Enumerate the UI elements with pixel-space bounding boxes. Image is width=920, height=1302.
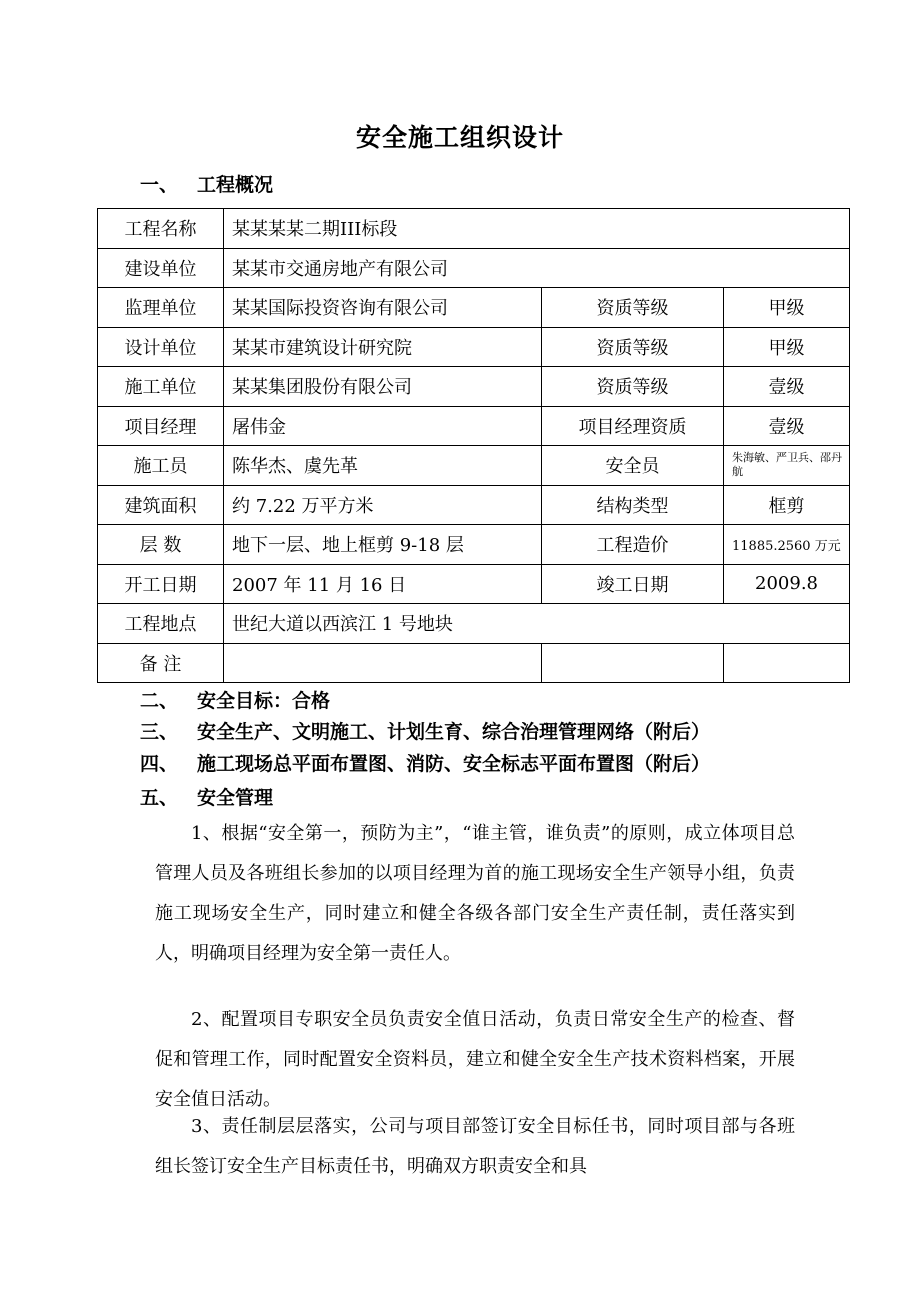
row-value: 陈华杰、虞先革	[224, 446, 542, 486]
paragraph-2: 2、配置项目专职安全员负责安全值日活动，负责日常安全生产的检查、督促和管理工作，同时配置安全资料员，建立和健全安全生产技术资料档案，开展安全值日活动。	[155, 1009, 795, 1110]
row-value-2: 框剪	[724, 485, 850, 525]
paragraph-3: 3、责任制层层落实，公司与项目部签订安全目标任书，同时项目部与各班组长签订安全生产目标责任书，明确双方职责安全和具	[155, 1116, 795, 1177]
row-value-2: 壹级	[724, 367, 850, 407]
row-value-2: 朱海敏、严卫兵、邵丹航	[724, 446, 850, 486]
row-value: 世纪大道以西滨江 1 号地块	[224, 604, 850, 644]
row-label: 施工员	[98, 446, 224, 486]
table-row	[98, 525, 850, 565]
row-label-2: 工程造价	[542, 525, 724, 565]
table-row	[98, 367, 850, 407]
row-value-2: 甲级	[724, 288, 850, 328]
row-label: 施工单位	[98, 367, 224, 407]
section-heading-2	[140, 688, 330, 714]
project-info-table	[97, 208, 850, 683]
row-label: 监理单位	[98, 288, 224, 328]
row-value: 屠伟金	[224, 406, 542, 446]
row-value-2: 壹级	[724, 406, 850, 446]
section-heading-5	[140, 785, 273, 811]
row-value: 某某某某二期III标段	[224, 209, 850, 249]
row-value: 某某市建筑设计研究院	[224, 327, 542, 367]
row-value: 2007 年 11 月 16 日	[224, 564, 542, 604]
table-row	[98, 604, 850, 644]
section-number: 二、	[140, 690, 179, 712]
row-label-2: 资质等级	[542, 288, 724, 328]
table-row	[98, 209, 850, 249]
row-label: 建设单位	[98, 248, 224, 288]
row-value-2: 2009.8	[724, 564, 850, 604]
table-row	[98, 288, 850, 328]
row-label-2: 项目经理资质	[542, 406, 724, 446]
row-label: 工程名称	[98, 209, 224, 249]
row-value-2	[724, 643, 850, 683]
row-value: 约 7.22 万平方米	[224, 485, 542, 525]
section-text: 安全目标：合格	[197, 690, 331, 712]
row-label: 层 数	[98, 525, 224, 565]
section-number: 五、	[140, 787, 179, 809]
table-row	[98, 248, 850, 288]
row-label-2: 资质等级	[542, 327, 724, 367]
row-value: 某某集团股份有限公司	[224, 367, 542, 407]
row-label-2: 结构类型	[542, 485, 724, 525]
row-value: 某某国际投资咨询有限公司	[224, 288, 542, 328]
row-label: 设计单位	[98, 327, 224, 367]
row-label: 项目经理	[98, 406, 224, 446]
row-label-2: 安全员	[542, 446, 724, 486]
row-label-2	[542, 643, 724, 683]
section-heading-3	[140, 719, 710, 745]
row-label: 备 注	[98, 643, 224, 683]
section-heading-1	[140, 172, 273, 198]
row-label: 建筑面积	[98, 485, 224, 525]
row-value-2: 11885.2560 万元	[724, 525, 850, 565]
document-title: 安全施工组织设计	[355, 123, 564, 152]
table-row	[98, 643, 850, 683]
section-text: 施工现场总平面布置图、消防、安全标志平面布置图（附后）	[197, 753, 711, 775]
section-text: 安全生产、文明施工、计划生育、综合治理管理网络（附后）	[197, 721, 711, 743]
row-label: 工程地点	[98, 604, 224, 644]
section-heading-4	[140, 751, 710, 777]
section-number: 四、	[140, 753, 179, 775]
table-row	[98, 327, 850, 367]
section-number: 一、	[140, 174, 179, 196]
row-value-2: 甲级	[724, 327, 850, 367]
table-row	[98, 485, 850, 525]
table-row	[98, 564, 850, 604]
paragraph-1: 1、根据“安全第一，预防为主”，“谁主管，谁负责”的原则，成立体项目总管理人员及各班组长参加的以项目经理为首的施工现场安全生产领导小组，负责施工现场安全生产，同时建立和健全各级各部门安全生产责任制，责任落实到人，明确项目经理为安全第一责任人。	[155, 823, 795, 964]
table-row	[98, 446, 850, 486]
row-label-2: 竣工日期	[542, 564, 724, 604]
row-value	[224, 643, 542, 683]
section-text: 安全管理	[197, 787, 274, 809]
table-row	[98, 406, 850, 446]
section-text: 工程概况	[197, 174, 274, 196]
row-label-2: 资质等级	[542, 367, 724, 407]
section-number: 三、	[140, 721, 179, 743]
row-value: 地下一层、地上框剪 9-18 层	[224, 525, 542, 565]
row-value: 某某市交通房地产有限公司	[224, 248, 850, 288]
row-label: 开工日期	[98, 564, 224, 604]
